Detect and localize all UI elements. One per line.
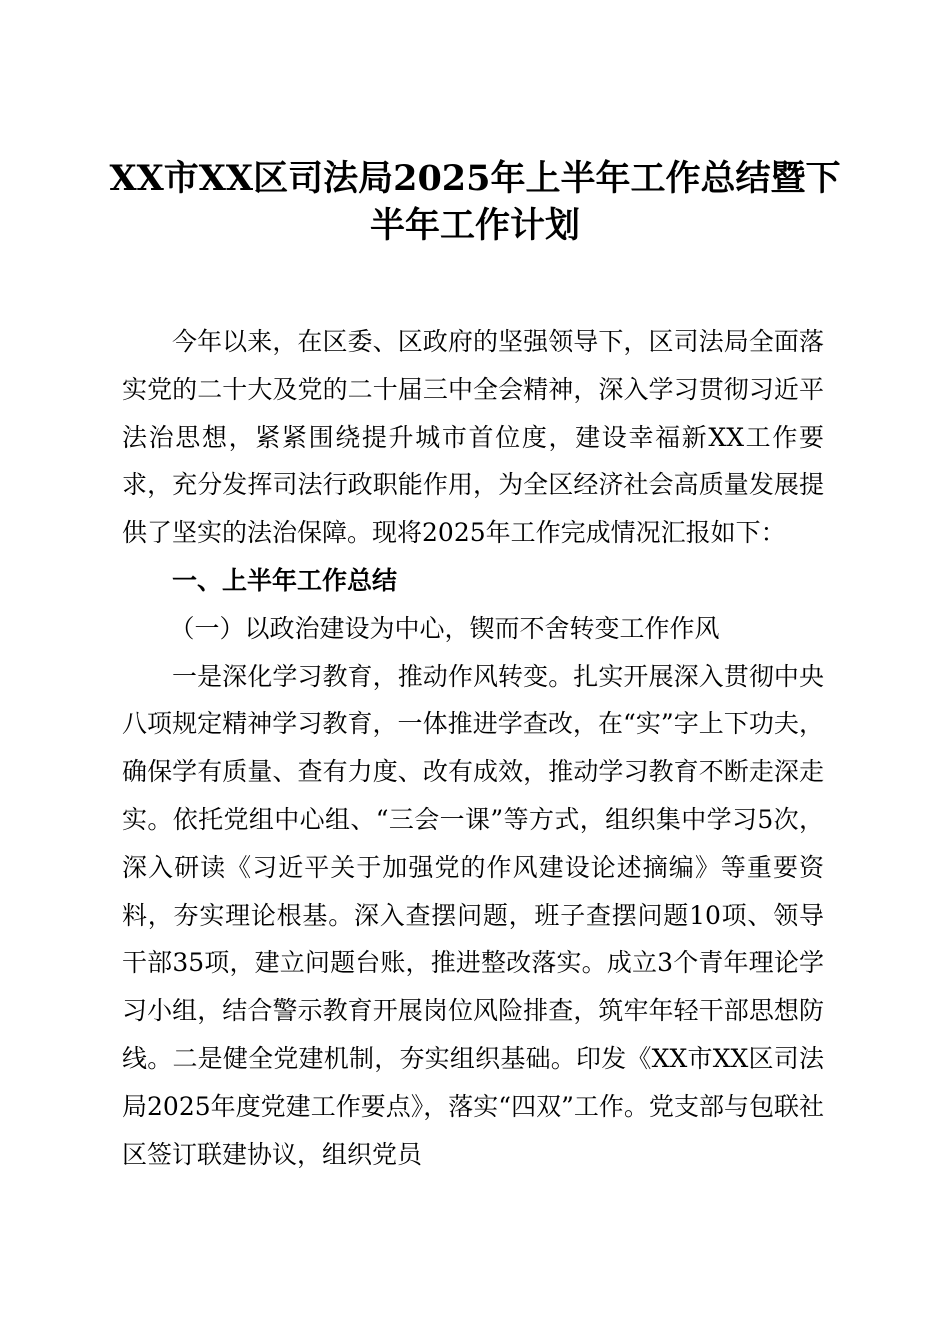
- document-title: XX市XX区司法局2025年上半年工作总结暨下半年工作计划: [109, 158, 841, 246]
- subsection-heading: （一）以政治建设为中心，锲而不舍转变工作作风: [169, 613, 720, 643]
- intro-paragraph: 今年以来，在区委、区政府的坚强领导下，区司法局全面落实党的二十大及党的二十届三中全会精神，深入学习贯彻习近平法治思想，紧紧围绕提升城市首位度，建设幸福新XX工作要求，充分发挥司法行政职能作用，为全区经济社会高质量发展提供了坚实的法治保障。现将2025年工作完成情况汇报如下：: [122, 327, 824, 548]
- document-body: [122, 318, 824, 1178]
- section-heading: 一、上半年工作总结: [172, 565, 398, 595]
- body-paragraph: 一是深化学习教育，推动作风转变。扎实开展深入贯彻中央八项规定精神学习教育，一体推进学查改，在“实”字上下功夫，确保学有质量、查有力度、改有成效，推动学习教育不断走深走实。依托党组中心组、“三会一课”等方式，组织集中学习5次，深入研读《习近平关于加强党的作风建设论述摘编》等重要资料，夯实理论根基。深入查摆问题，班子查摆问题10项、领导干部35项，建立问题台账，推进整改落实。成立3个青年理论学习小组，结合警示教育开展岗位风险排查，筑牢年轻干部思想防线。二是健全党建机制，夯实组织基础。印发《XX市XX区司法局2025年度党建工作要点》，落实“四双”工作。党支部与包联社区签订联建协议，组织党员: [122, 661, 824, 1169]
